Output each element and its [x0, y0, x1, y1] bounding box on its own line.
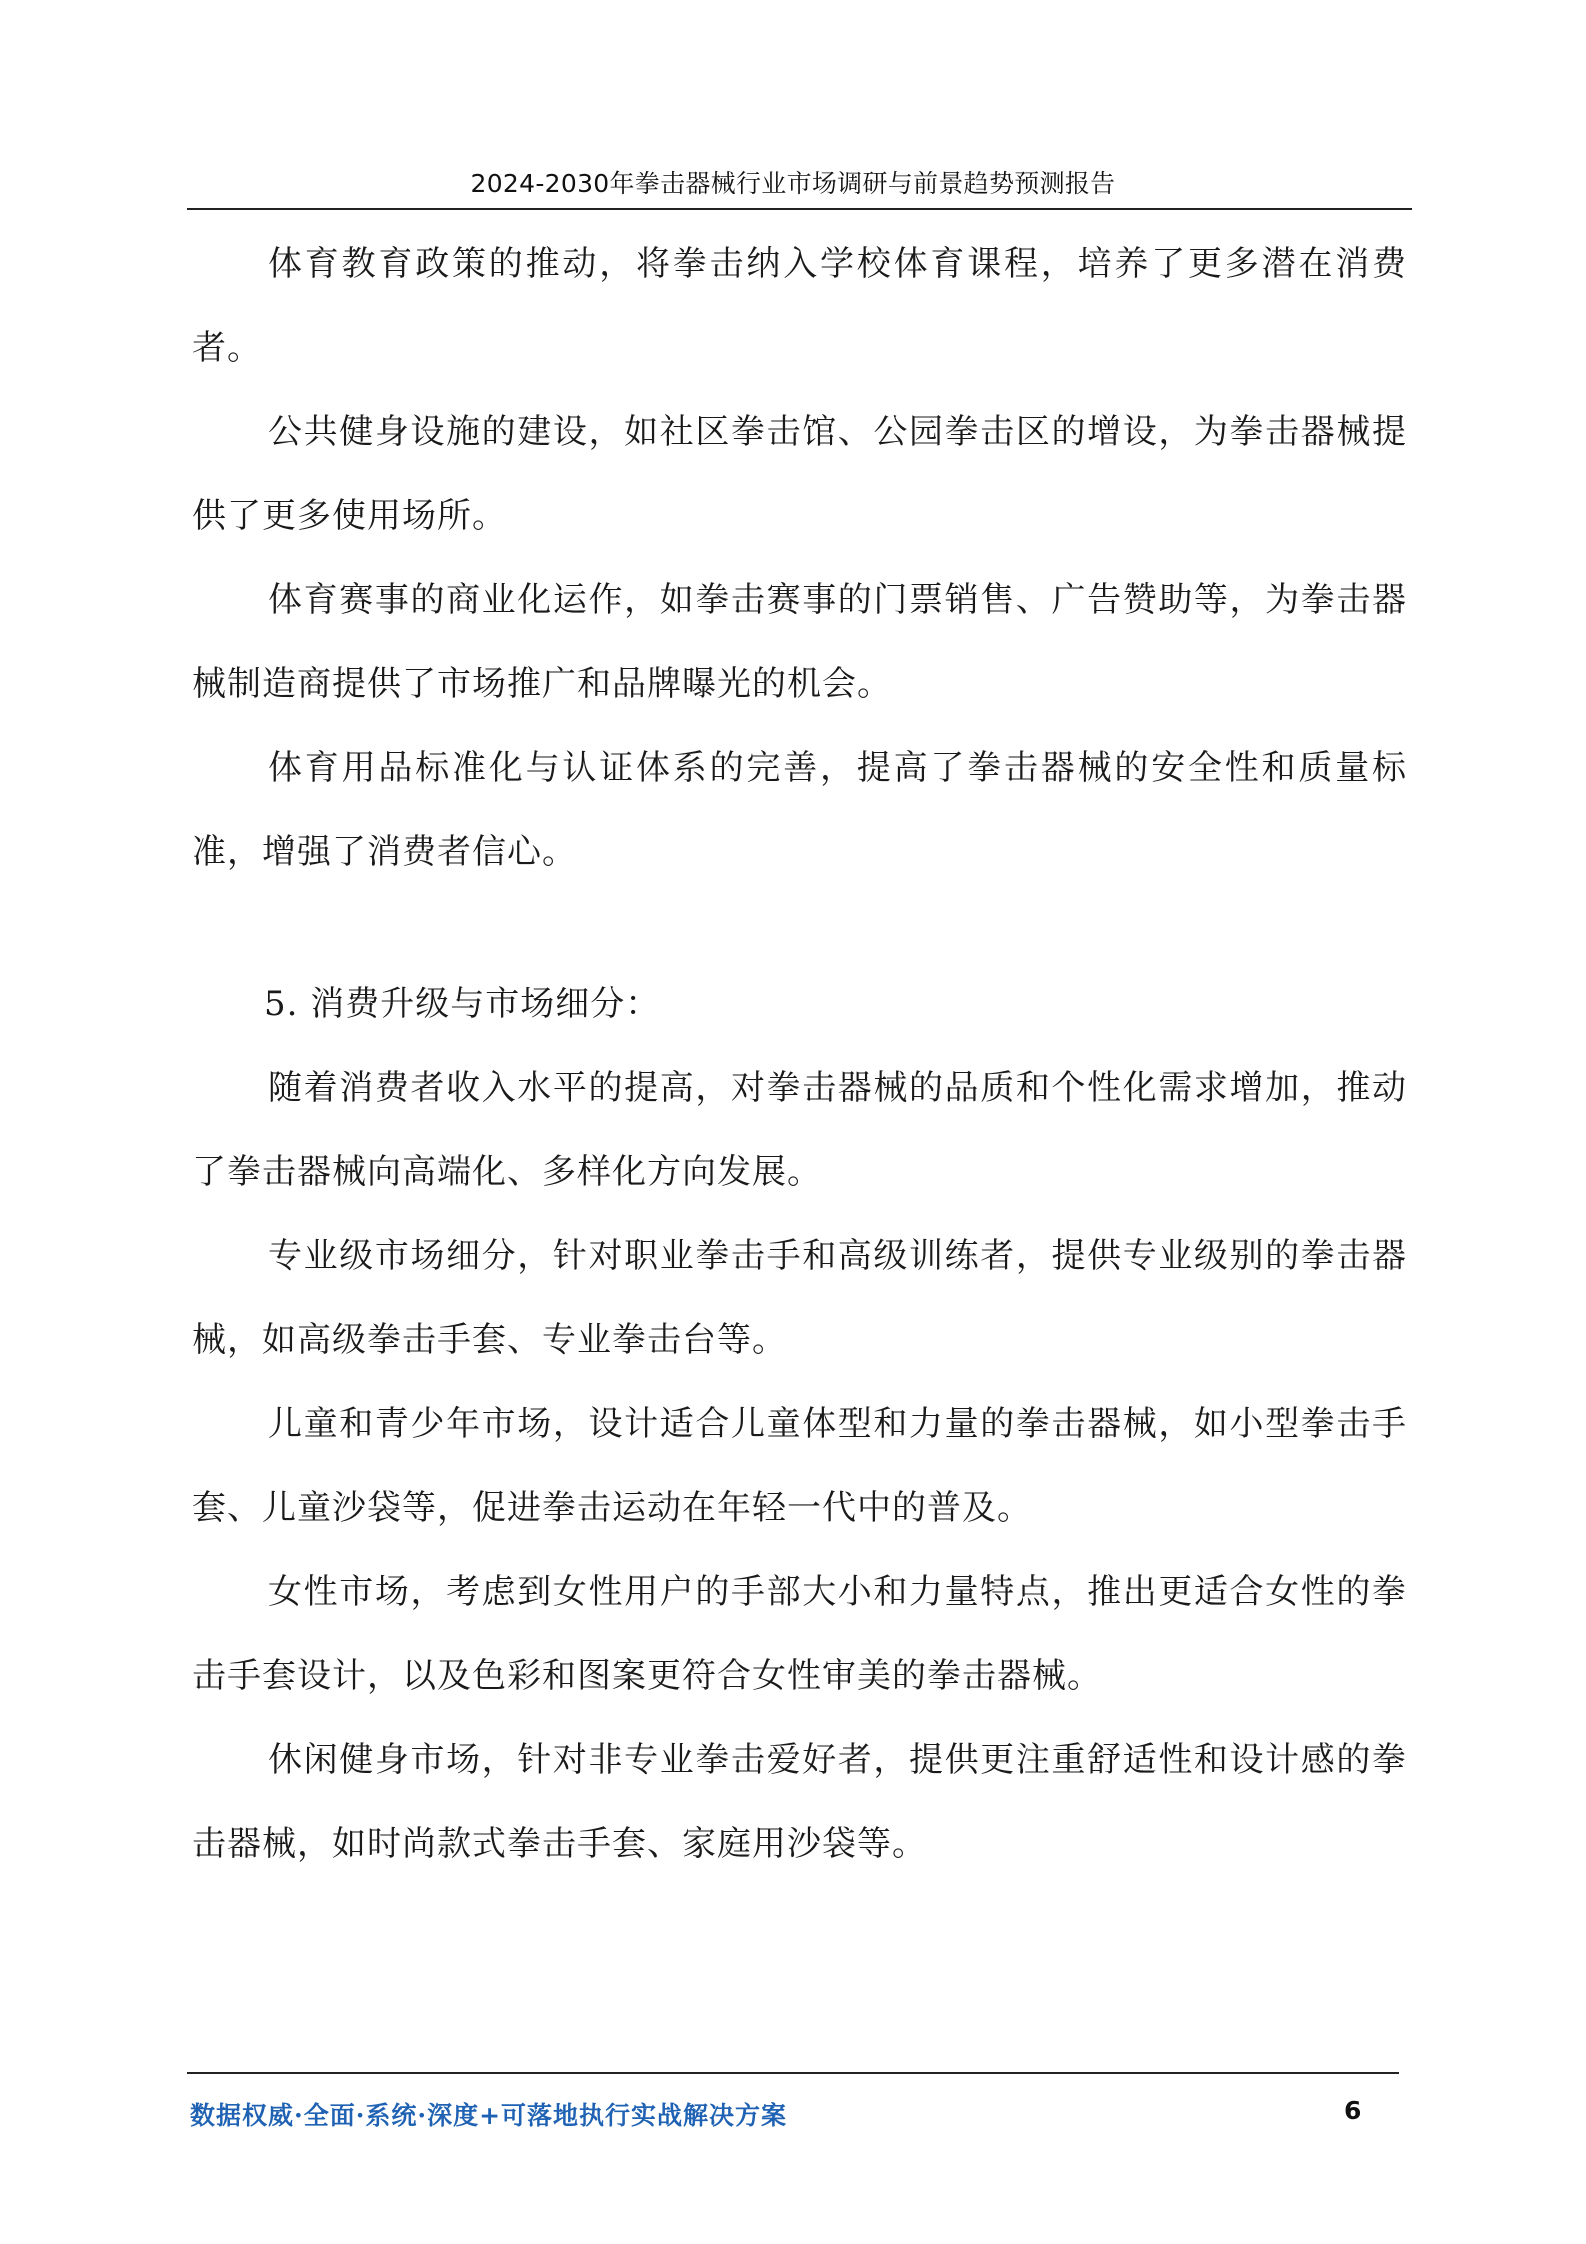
paragraph: 体育用品标准化与认证体系的完善，提高了拳击器械的安全性和质量标准，增强了消费者信心。: [192, 748, 1407, 872]
paragraph: 公共健身设施的建设，如社区拳击馆、公园拳击区的增设，为拳击器械提供了更多使用场所。: [192, 412, 1407, 536]
footer-divider: [187, 2072, 1399, 2074]
section-heading: 5. 消费升级与市场细分：: [264, 984, 661, 1024]
paragraph: 女性市场，考虑到女性用户的手部大小和力量特点，推出更适合女性的拳击手套设计，以及色彩和图案更符合女性审美的拳击器械。: [192, 1572, 1407, 1696]
paragraph: 随着消费者收入水平的提高，对拳击器械的品质和个性化需求增加，推动了拳击器械向高端化、多样化方向发展。: [192, 1068, 1407, 1192]
paragraph: 休闲健身市场，针对非专业拳击爱好者，提供更注重舒适性和设计感的拳击器械，如时尚款式拳击手套、家庭用沙袋等。: [192, 1740, 1407, 1864]
section-spacer: [192, 894, 1407, 962]
footer-slogan: 数据权威·全面·系统·深度+可落地执行实战解决方案: [190, 2101, 788, 2130]
paragraph: 体育教育政策的推动，将拳击纳入学校体育课程，培养了更多潜在消费者。: [192, 244, 1407, 368]
paragraph: 儿童和青少年市场，设计适合儿童体型和力量的拳击器械，如小型拳击手套、儿童沙袋等，促进拳击运动在年轻一代中的普及。: [192, 1404, 1407, 1528]
header-divider: [187, 208, 1412, 210]
paragraph: 体育赛事的商业化运作，如拳击赛事的门票销售、广告赞助等，为拳击器械制造商提供了市场推广和品牌曝光的机会。: [192, 580, 1407, 704]
document-body: [192, 222, 1407, 1886]
paragraph: 专业级市场细分，针对职业拳击手和高级训练者，提供专业级别的拳击器械，如高级拳击手套、专业拳击台等。: [192, 1236, 1407, 1360]
page-header-title: 2024-2030年拳击器械行业市场调研与前景趋势预测报告: [470, 169, 1116, 198]
page-number: 6: [1344, 2096, 1362, 2125]
